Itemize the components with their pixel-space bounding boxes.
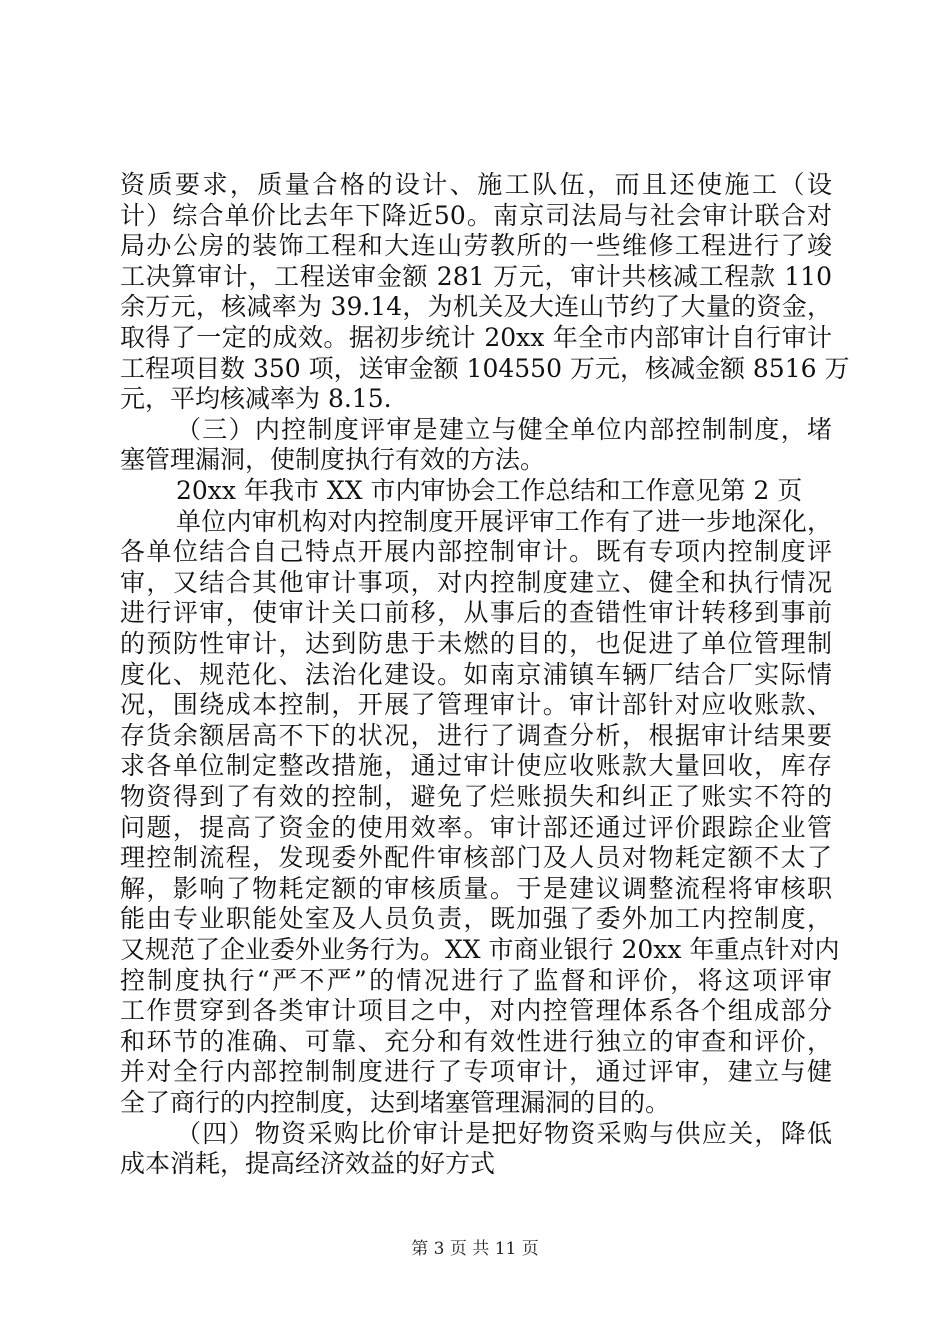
text-line: 的预防性审计，达到防患于未燃的目的，也促进了单位管理制: [120, 629, 832, 658]
text-line: 局办公房的装饰工程和大连山劳教所的一些维修工程进行了竣: [120, 231, 832, 261]
text-line: 全了商行的内控制度，达到堵塞管理漏洞的目的。: [120, 1088, 671, 1117]
text-line: 资质要求，质量合格的设计、施工队伍，而且还使施工（设: [120, 170, 832, 199]
text-line: 工作贯穿到各类审计项目之中，对内控管理体系各个组成部分: [120, 996, 832, 1026]
text-line: 各单位结合自己特点开展内部控制审计。既有专项内控制度评: [120, 537, 832, 567]
text-line: 能由专业职能处室及人员负责，既加强了委外加工内控制度，: [120, 904, 832, 934]
text-line: 进行评审，使审计关口前移，从事后的查错性审计转移到事前: [120, 598, 832, 628]
text-line: 元，平均核减率为 8.15.: [120, 384, 392, 414]
text-line: 塞管理漏洞，使制度执行有效的方法。: [120, 445, 546, 475]
text-line: 取得了一定的成效。据初步统计 20xx 年全市内部审计自行审计: [120, 323, 832, 352]
text-line: 工决算审计，工程送审金额 281 万元，审计共核减工程款 110: [120, 261, 832, 291]
text-line: 又规范了企业委外业务行为。XX 市商业银行 20xx 年重点针对内: [120, 935, 840, 964]
text-line: 存货余额居高不下的状况，进行了调查分析，根据审计结果要: [120, 720, 832, 750]
text-line: 计）综合单价比去年下降近50。南京司法局与社会审计联合对: [120, 200, 832, 230]
text-line: 控制度执行“严不严”的情况进行了监督和评价，将这项评审: [120, 965, 832, 995]
text-line: 理控制流程，发现委外配件审核部门及人员对物耗定额不太了: [120, 843, 832, 873]
text-line: 物资得到了有效的控制，避免了烂账损失和纠正了账实不符的: [120, 782, 832, 811]
text-line: 度化、规范化、法治化建设。如南京浦镇车辆厂结合厂实际情: [120, 659, 832, 689]
text-line: 工程项目数 350 项，送审金额 104550 万元，核减金额 8516 万: [120, 353, 850, 383]
text-line: 成本消耗，提高经济效益的好方式: [120, 1149, 496, 1179]
text-line: 余万元，核减率为 39.14，为机关及大连山节约了大量的资金，: [120, 292, 832, 322]
text-line: 问题，提高了资金的使用效率。审计部还通过评价跟踪企业管: [120, 812, 832, 842]
text-line: 求各单位制定整改措施，通过审计使应收账款大量回收，库存: [120, 751, 832, 781]
page-title-line: 20xx 年我市 XX 市内审协会工作总结和工作意见第 2 页: [176, 476, 803, 505]
page-footer: 第 3 页 共 11 页: [411, 1239, 539, 1259]
text-line: 并对全行内部控制制度进行了专项审计，通过评审，建立与健: [120, 1057, 832, 1087]
text-line: 单位内审机构对内控制度开展评审工作有了进一步地深化，: [176, 506, 832, 536]
text-line: 和环节的准确、可靠、充分和有效性进行独立的审查和评价，: [120, 1026, 832, 1056]
text-line: 审，又结合其他审计事项，对内控制度建立、健全和执行情况: [120, 567, 832, 597]
section-heading: （四）物资采购比价审计是把好物资采购与供应关，降低: [176, 1118, 832, 1148]
text-line: 解，影响了物耗定额的审核质量。于是建议调整流程将审核职: [120, 873, 832, 903]
section-heading: （三）内控制度评审是建立与健全单位内部控制制度，堵: [176, 414, 832, 444]
text-line: 况，围绕成本控制，开展了管理审计。审计部针对应收账款、: [120, 690, 832, 720]
